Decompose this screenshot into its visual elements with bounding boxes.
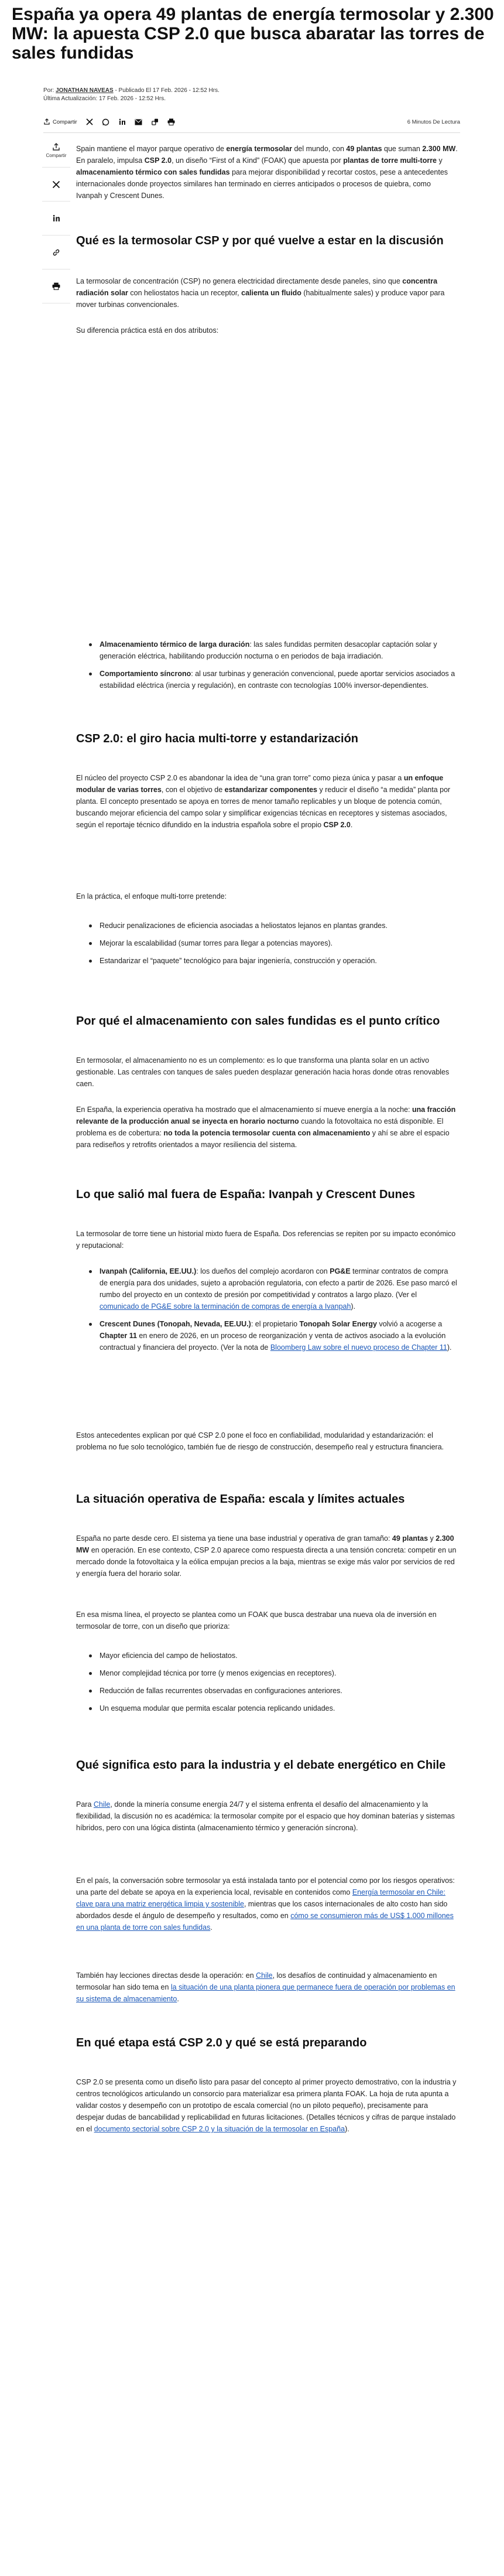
link-icon: [52, 248, 60, 257]
section-heading-spain: La situación operativa de España: escala y límites actuales: [76, 1493, 405, 1506]
pge-link[interactable]: comunicado de PG&E sobre la terminación de compras de energía a Ivanpah: [100, 1302, 351, 1311]
read-time: 6 Minutos De Lectura: [407, 118, 460, 125]
section-stage-p1: CSP 2.0 se presenta como un diseño listo para pasar del concepto al primer proyecto demostrativo, con la industria y centros tecnológicos articulando un consorcio para materializar esa primera planta FOAK. La hoja de ruta apunta a validar costos y desempeño con un prototipo de escala comercial (no un piloto pequeño), precisamente para despejar dudas de bancabilidad y replicabilidad en futuras licitaciones. (Detalles técnicos y cifras de parque instalado en el documento sectorial sobre CSP 2.0 y la situación de la termosolar en España).: [76, 2078, 457, 2133]
section-csp-p1: La termosolar de concentración (CSP) no genera electricidad directamente desde paneles, sino que concentra radiación solar con heliostatos hacia un receptor, calienta un fluido (habitualmente sales) y produce vapor para mover turbinas convencionales.: [76, 277, 445, 309]
section-csp2-list: [76, 920, 458, 973]
documento-sectorial-link[interactable]: documento sectorial sobre CSP 2.0 y la situación de la termosolar en España: [94, 2125, 345, 2133]
chile-link-2[interactable]: Chile: [256, 1971, 273, 1980]
section-spain-list: [76, 1650, 458, 1720]
list-item: Estandarizar el “paquete” tecnológico para bajar ingeniería, construcción y operación.: [76, 955, 458, 967]
article-title: España ya opera 49 plantas de energía termosolar y 2.300 MW: la apuesta CSP 2.0 que busca abaratar las torres de sales fundidas: [12, 5, 494, 63]
section-heading-storage: Por qué el almacenamiento con sales fundidas es el punto crítico: [76, 1015, 440, 1028]
list-item: Reducción de fallas recurrentes observadas en configuraciones anteriores.: [76, 1685, 458, 1697]
updated-date: Última Actualización: 17 Feb. 2026 - 12:52 Hrs.: [43, 95, 166, 102]
list-item: Mayor eficiencia del campo de heliostatos.: [76, 1650, 458, 1661]
termosolar-chile-link[interactable]: Energía termosolar en Chile: clave para una matriz energética limpia y sostenible: [76, 1888, 445, 1908]
millones-link[interactable]: cómo se consumieron más de US$ 1.000 millones en una planta de torre con sales fundidas: [76, 1912, 454, 1932]
section-ivanpah-p2: Estos antecedentes explican por qué CSP 2.0 pone el foco en confiabilidad, modularidad y estandarización: el problema no fue solo tecnológico, también fue de riesgo de construcción, desempeño real y estructura financiera.: [76, 1431, 444, 1451]
share-label: Compartir: [53, 118, 77, 125]
section-ivanpah-p1: La termosolar de torre tiene un historial mixto fuera de España. Dos referencias se repiten por su impacto económico y reputacional:: [76, 1230, 456, 1250]
share-icon: [52, 143, 60, 151]
section-spain-p1: España no parte desde cero. El sistema ya tiene una base industrial y operativa de gran tamaño: 49 plantas y 2.300 MW en operación. En ese contexto, CSP 2.0 aparece como respuesta directa a una tensión concreta: competir en un mercado donde la fotovoltaica y la eólica empujan precios a la baja, mientras se exige más valor por servicios de red y energía fuera del horario solar.: [76, 1534, 457, 1578]
section-chile-p3: También hay lecciones directas desde la operación: en Chile, los desafíos de continuidad y almacenamiento en termosolar han sido tema en la situación de una planta pionera que permanece fuera de operación por problemas en su sistema de almacenamiento.: [76, 1971, 455, 2003]
section-spain-p2: En esa misma línea, el proyecto se plantea como un FOAK que busca destrabar una nueva ola de inversión en termosolar de torre, con un diseño que prioriza:: [76, 1611, 437, 1630]
published-date: - Publicado El 17 Feb. 2026 - 12:52 Hrs.: [115, 87, 220, 94]
share-bar: [43, 116, 460, 128]
section-csp2-p1: El núcleo del proyecto CSP 2.0 es abandonar la idea de “una gran torre” como pieza única y pasar a un enfoque modular de varias torres, con el objetivo de estandarizar componentes y reducir el diseño “a medida” planta por planta. El concepto presentado se apoya en torres de menor tamaño replicables y un bloque de potencia común, buscando mejorar eficiencia del campo solar y simplificar exigencias técnicas en receptores y sistemas asociados, según el reportaje técnico difundido en la industria española sobre el propio CSP 2.0.: [76, 774, 451, 829]
byline-prefix: Por:: [43, 87, 54, 94]
linkedin-icon: [53, 214, 60, 222]
side-link-button[interactable]: [42, 236, 70, 269]
article-meta: [43, 87, 220, 103]
side-x-button[interactable]: [42, 168, 70, 202]
list-item: Crescent Dunes (Tonopah, Nevada, EE.UU.): el propietario Tonopah Solar Energy volvió a acogerse a Chapter 11 en enero de 2026, en un proceso de reorganización y venta de activos asociado a la evolución contractual y financiera del proyecto. (Ver la nota de Bloomberg Law sobre el nuevo proceso de Chapter 11).: [76, 1318, 458, 1353]
section-heading-csp: Qué es la termosolar CSP y por qué vuelve a estar en la discusión: [76, 234, 444, 247]
x-icon: [52, 180, 60, 189]
section-storage-p2: En España, la experiencia operativa ha mostrado que el almacenamiento sí mueve energía a la noche: una fracción relevante de la producción anual se inyecta en horario nocturno cuando la fotovoltaica no está disponible. El problema es de cobertura: no toda la potencia termosolar cuenta con almacenamiento y ahí se abre el espacio para rediseños y retrofits orientados a mayor resiliencia del sistema.: [76, 1106, 456, 1149]
bloomberg-link[interactable]: Bloomberg Law sobre el nuevo proceso de Chapter 11: [270, 1343, 447, 1352]
share-sidebar: [42, 134, 70, 303]
section-heading-csp2: CSP 2.0: el giro hacia multi-torre y estandarización: [76, 732, 359, 745]
side-share-button[interactable]: [42, 134, 70, 168]
list-item: Ivanpah (California, EE.UU.): los dueños del complejo acordaron con PG&E terminar contratos de compra de energía para dos unidades, sujeto a aprobación regulatoria, con efecto a partir de 2026. Ese paso marcó el rumbo del proyecto en un contexto de presión por competitividad y contratos a largo plazo. (Ver el comunicado de PG&E sobre la terminación de compras de energía a Ivanpah).: [76, 1265, 458, 1312]
linkedin-icon[interactable]: [118, 118, 126, 126]
x-share-icon[interactable]: [85, 118, 94, 126]
section-csp-p2: Su diferencia práctica está en dos atributos:: [76, 326, 219, 335]
list-item: Comportamiento síncrono: al usar turbinas y generación convencional, puede aportar servicios asociados a estabilidad eléctrica (inercia y regulación), en contraste con tecnologías 100% inversor-dependientes.: [76, 668, 458, 691]
meta-divider: [43, 132, 460, 133]
section-csp2-p2: En la práctica, el enfoque multi-torre pretende:: [76, 892, 227, 900]
print-icon: [52, 282, 60, 290]
list-item: Reducir penalizaciones de eficiencia asociadas a heliostatos lejanos en plantas grandes.: [76, 920, 458, 932]
share-button[interactable]: [43, 118, 77, 125]
side-linkedin-button[interactable]: [42, 202, 70, 236]
section-heading-stage: En qué etapa está CSP 2.0 y qué se está preparando: [76, 2036, 367, 2049]
section-storage-p1: En termosolar, el almacenamiento no es un complemento: es lo que transforma una planta solar en un activo gestionable. Las centrales con tanques de sales pueden desplazar generación hacia horas donde otras renovables caen.: [76, 1056, 450, 1088]
print-icon[interactable]: [167, 118, 176, 126]
chile-link[interactable]: Chile: [93, 1800, 111, 1809]
section-heading-chile: Qué significa esto para la industria y el debate energético en Chile: [76, 1759, 446, 1772]
list-item: Un esquema modular que permita escalar potencia replicando unidades.: [76, 1702, 458, 1714]
planta-pionera-link[interactable]: la situación de una planta pionera que permanece fuera de operación por problemas en su sistema de almacenamiento: [76, 1983, 455, 2003]
section-chile-p2: En el país, la conversación sobre termosolar ya está instalada tanto por el potencial como por los riesgos operativos: una parte del debate se apoya en la experiencia local, revisable en contenidos como Energía termosolar en Chile: clave para una matriz energética limpia y sostenible, mientras que los casos internacionales de alto costo han sido abordados desde el ángulo de desempeño y resultados, como en cómo se consumieron más de US$ 1.000 millones en una planta de torre con sales fundidas.: [76, 1876, 455, 1932]
side-print-button[interactable]: [42, 269, 70, 303]
list-item: Mejorar la escalabilidad (sumar torres para llegar a potencias mayores).: [76, 937, 458, 949]
author-link[interactable]: JONATHAN NAVEAS: [56, 87, 114, 94]
list-item: Almacenamiento térmico de larga duración: las sales fundidas permiten desacoplar captación solar y generación eléctrica, habilitando producción nocturna o en periodos de baja irradiación.: [76, 639, 458, 662]
whatsapp-icon[interactable]: [102, 118, 110, 126]
share-icon: [43, 118, 50, 125]
intro-paragraph: Spain mantiene el mayor parque operativo de energía termosolar del mundo, con 49 plantas que suman 2.300 MW. En paralelo, impulsa CSP 2.0, un diseño “First of a Kind” (FOAK) que apuesta por plantas de torre multi-torre y almacenamiento térmico con sales fundidas para mejorar disponibilidad y recortar costos, pese a antecedentes internacionales donde proyectos similares han terminado en cierres anticipados o procesos de quiebra, como Ivanpah y Crescent Dunes.: [76, 145, 458, 200]
section-csp-list: [76, 639, 458, 697]
section-ivanpah-list: [76, 1265, 458, 1359]
link-icon[interactable]: [151, 118, 159, 126]
email-icon[interactable]: [135, 118, 143, 126]
side-share-label: Compartir: [46, 152, 67, 158]
list-item: Menor complejidad técnica por torre (y menos exigencias en receptores).: [76, 1667, 458, 1679]
section-chile-p1: Para Chile, donde la minería consume energía 24/7 y el sistema enfrenta el desafío del almacenamiento y la flexibilidad, la discusión no es académica: la termosolar compite por el espacio que hoy dominan baterías y sistemas híbridos, pero con una lógica distinta (almacenamiento térmico y generación síncrona).: [76, 1800, 455, 1832]
section-heading-ivanpah: Lo que salió mal fuera de España: Ivanpah y Crescent Dunes: [76, 1188, 416, 1201]
